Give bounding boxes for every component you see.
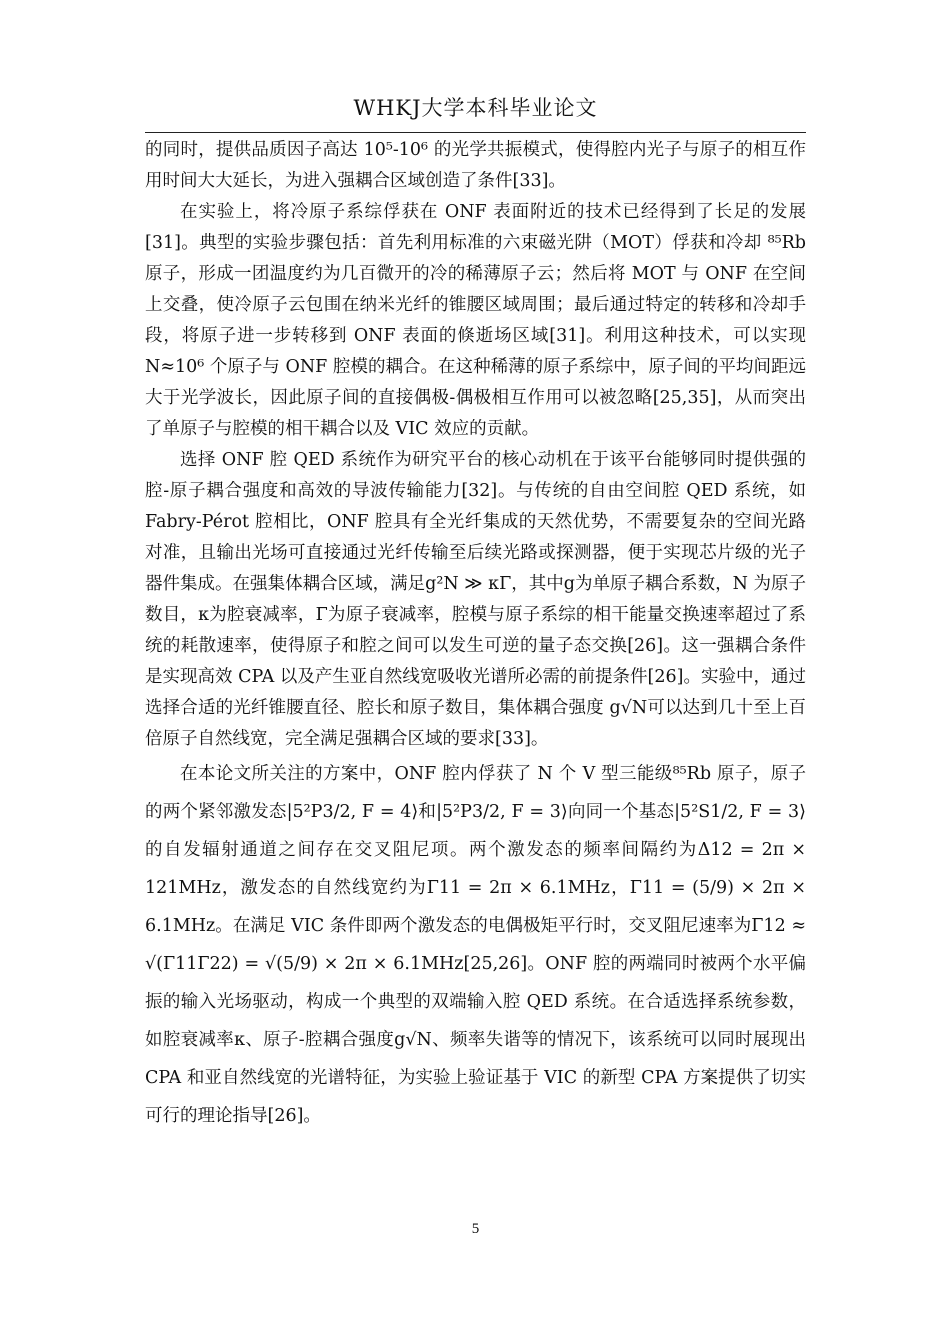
page-number: 5 [471, 1221, 480, 1237]
paragraph-scheme: 在本论文所关注的方案中，ONF 腔内俘获了 N 个 V 型三能级⁸⁵Rb 原子，原子的两个紧邻激发态|5²P3/2, F = 4⟩和|5²P3/2, F = 3⟩向同一个基态|5²S1/2, F = 3⟩的自发辐射通道之间存在交叉阻尼项。两个激发态的频率间隔约为Δ12 = 2π × 121MHz，激发态的自然线宽约为Γ11 = 2π × 6.1MHz，Γ11 = (5/9) × 2π × 6.1MHz。在满足 VIC 条件即两个激发态的电偶极矩平行时，交叉阻尼速率为Γ12 ≈ √(Γ11Γ22) = √(5/9) × 2π × 6.1MHz[25,26]。ONF 腔的两端同时被两个水平偏振的输入光场驱动，构成一个典型的双端输入腔 QED 系统。在合适选择系统参数，如腔衰减率κ、原子-腔耦合强度g√N、频率失谐等的情况下，该系统可以同时展现出 CPA 和亚自然线宽的光谱特征，为实验上验证基于 VIC 的新型 CPA 方案提供了切实可行的理论指导[26]。 [145, 764, 806, 1126]
header-rule [145, 132, 806, 133]
paragraph-continued: 的同时，提供品质因子高达 10⁵-10⁶ 的光学共振模式，使得腔内光子与原子的相互作用时间大大延长，为进入强耦合区域创造了条件[33]。 [145, 140, 806, 191]
body-text [145, 135, 806, 1135]
paragraph-experiment: 在实验上，将冷原子系综俘获在 ONF 表面附近的技术已经得到了长足的发展[31]。典型的实验步骤包括：首先利用标准的六束磁光阱（MOT）俘获和冷却 ⁸⁵Rb 原子，形成一团温度约为几百微开的冷的稀薄原子云；然后将 MOT 与 ONF 在空间上交叠，使冷原子云包围在纳米光纤的锥腰区域周围；最后通过特定的转移和冷却手段，将原子进一步转移到 ONF 表面的倏逝场区域[31]。利用这种技术，可以实现 N≈10⁶ 个原子与 ONF 腔模的耦合。在这种稀薄的原子系综中，原子间的平均间距远大于光学波长，因此原子间的直接偶极-偶极相互作用可以被忽略[25,35]，从而突出了单原子与腔模的相干耦合以及 VIC 效应的贡献。 [145, 202, 806, 439]
paragraph-motivation: 选择 ONF 腔 QED 系统作为研究平台的核心动机在于该平台能够同时提供强的腔-原子耦合强度和高效的导波传输能力[32]。与传统的自由空间腔 QED 系统，如 Fabry-Pérot 腔相比，ONF 腔具有全光纤集成的天然优势，不需要复杂的空间光路对准，且输出光场可直接通过光纤传输至后续光路或探测器，便于实现芯片级的光子器件集成。在强集体耦合区域，满足g²N ≫ κΓ，其中g为单原子耦合系数，N 为原子数目，κ为腔衰减率，Γ为原子衰减率，腔模与原子系综的相干能量交换速率超过了系统的耗散速率，使得原子和腔之间可以发生可逆的量子态交换[26]。这一强耦合条件是实现高效 CPA 以及产生亚自然线宽吸收光谱所必需的前提条件[26]。实验中，通过选择合适的光纤锥腰直径、腔长和原子数目，集体耦合强度 g√N可以达到几十至上百倍原子自然线宽，完全满足强耦合区域的要求[33]。 [145, 450, 806, 749]
running-header: WHKJ大学本科毕业论文 [353, 96, 598, 120]
